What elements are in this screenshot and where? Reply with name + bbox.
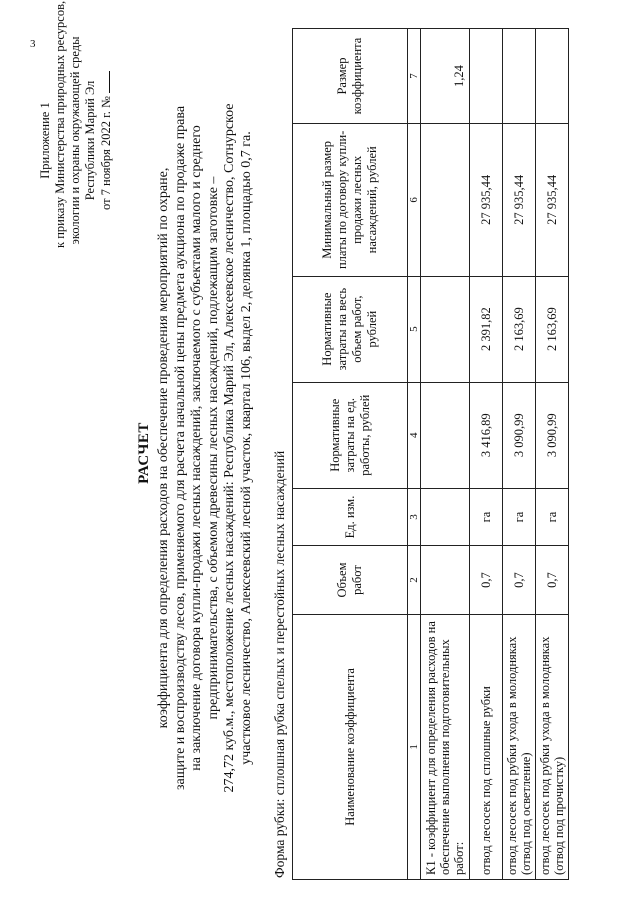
row-coefficient: 1,24	[421, 29, 470, 124]
row-volume: 0,7	[470, 546, 503, 615]
row-min-payment: 27 935,44	[503, 124, 536, 277]
row-norm-total: 2 163,69	[503, 276, 536, 382]
row-norm-total	[421, 276, 470, 382]
row-norm-unit	[421, 382, 470, 488]
row-norm-total: 2 163,69	[536, 276, 569, 382]
row-norm-unit: 3 090,99	[536, 382, 569, 488]
calculation-table	[292, 28, 569, 880]
subtitle-line: коэффициента для определения расходов на обеспечение проведения мероприятий по охране,	[156, 167, 171, 729]
row-coefficient	[536, 29, 569, 124]
appendix-line: Республики Марий Эл	[83, 80, 97, 201]
subtitle-line: предпринимательства, с объемом древесины лесных насаждений, подлежащим заготовке –	[205, 176, 221, 720]
page-number: 3	[30, 38, 36, 50]
row-coefficient	[503, 29, 536, 124]
handwritten-order-number	[98, 71, 110, 93]
row-volume	[421, 546, 470, 615]
table-row	[470, 29, 503, 880]
header-norm-unit: Нормативные затраты на ед. работы, рублей	[293, 382, 408, 488]
rotated-document-sheet	[18, 0, 622, 888]
column-number: 5	[408, 276, 421, 382]
table-row	[503, 29, 536, 880]
subtitle-line: защите и воспроизводству лесов, применяемого для расчета начальной цены предмета аукциона по продаже права	[172, 105, 188, 791]
column-number: 7	[408, 29, 421, 124]
appendix-line: экологии и охраны окружающей среды	[68, 36, 82, 245]
row-name: отвод лесосек под рубки ухода в молодняках (отвод под прочистку)	[536, 614, 569, 879]
document-title: РАСЧЕТ	[136, 422, 152, 484]
appendix-line: от 7 ноября 2022 г. №	[99, 96, 113, 211]
column-number: 1	[408, 614, 421, 879]
appendix-block	[38, 0, 114, 248]
row-name: отвод лесосек под сплошные рубки	[470, 614, 503, 879]
row-name: отвод лесосек под рубки ухода в молодняках (отвод под осветление)	[503, 614, 536, 879]
appendix-line: Приложение 1	[38, 102, 52, 179]
row-min-payment: 27 935,44	[470, 124, 503, 277]
header-coefficient-name: Наименование коэффициента	[293, 614, 408, 879]
column-number: 6	[408, 124, 421, 277]
row-norm-total: 2 391,82	[470, 276, 503, 382]
appendix-date-line	[98, 33, 114, 248]
row-volume: 0,7	[503, 546, 536, 615]
row-norm-unit: 3 416,89	[470, 382, 503, 488]
row-name: К1 - коэффициент для определения расходов на обеспечение выполнения подготовительных работ:	[421, 614, 470, 879]
subtitle-line: 274,72 куб.м., местоположение лесных насаждений: Республика Марий Эл, Алексеевское лесничество, Сотнурское	[222, 103, 238, 793]
felling-form-line: Форма рубки: сплошная рубка спелых и перестойных лесных насаждений	[272, 450, 287, 878]
row-unit	[421, 488, 470, 545]
row-coefficient	[470, 29, 503, 124]
column-number-row	[408, 29, 421, 880]
header-unit: Ед. изм.	[293, 488, 408, 545]
header-min-payment: Минимальный размер платы по договору купли-продажи лесных насаждений, рублей	[293, 124, 408, 277]
table-row	[536, 29, 569, 880]
row-unit: га	[503, 488, 536, 545]
row-unit: га	[536, 488, 569, 545]
table-row	[421, 29, 470, 880]
header-volume: Объем работ	[293, 546, 408, 615]
column-number: 3	[408, 488, 421, 545]
appendix-line: к приказу Министерства природных ресурсов,	[53, 0, 67, 248]
header-norm-total: Нормативные затраты на весь объем работ, рублей	[293, 276, 408, 382]
row-volume: 0,7	[536, 546, 569, 615]
row-norm-unit: 3 090,99	[503, 382, 536, 488]
row-unit: га	[470, 488, 503, 545]
document-subtitle	[156, 48, 256, 848]
column-number: 4	[408, 382, 421, 488]
subtitle-line: участковое лесничество, Алексеевский лесной участок, квартал 106, выдел 2, делянка 1, площадью 0,7 га.	[238, 131, 254, 765]
row-min-payment: 27 935,44	[536, 124, 569, 277]
subtitle-line: на заключение договора купли-продажи лесных насаждений, заключаемого с субъектами малого и среднего	[189, 125, 205, 771]
header-coefficient-size: Размер коэффициента	[293, 29, 408, 124]
column-number: 2	[408, 546, 421, 615]
row-min-payment	[421, 124, 470, 277]
